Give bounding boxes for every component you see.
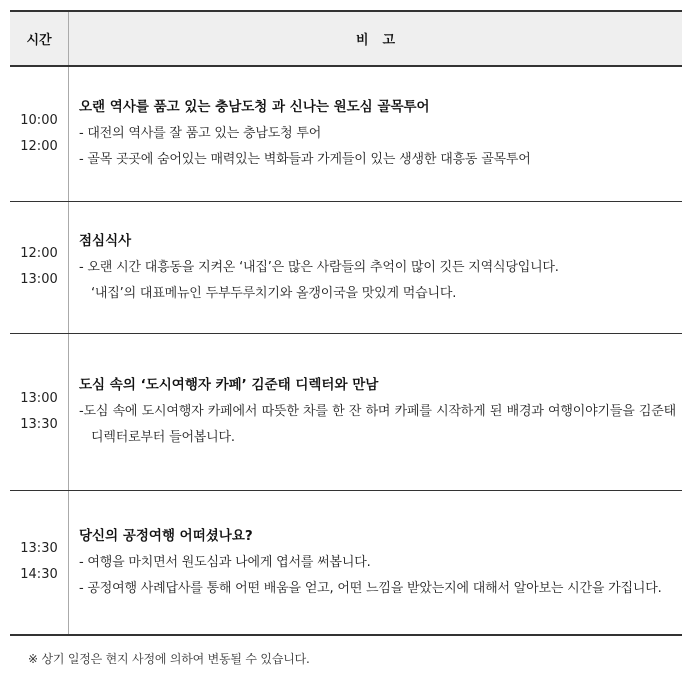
activity-detail: - 오랜 시간 대흥동을 지켜온 ‘내집’은 많은 사람들의 추억이 많이 깃든 지역식당입니다. xyxy=(79,259,559,275)
time-cell xyxy=(10,490,69,635)
activity-detail: ‘내집’의 대표메뉴인 두부두루치기와 올갱이국을 맛있게 먹습니다. xyxy=(91,285,457,301)
time-cell xyxy=(10,333,69,490)
time-cell xyxy=(10,201,69,333)
end-time: 13:30 xyxy=(20,416,58,432)
time-cell xyxy=(10,66,69,201)
time-column-header: 시간 xyxy=(10,11,69,66)
start-time: 13:30 xyxy=(20,541,58,557)
activity-title: 도심 속의 ‘도시여행자 카페’ 김준태 디렉터와 만남 xyxy=(79,377,379,393)
activity-detail: - 대전의 역사를 잘 품고 있는 충남도청 투어 xyxy=(79,126,322,142)
start-time: 12:00 xyxy=(20,246,58,261)
schedule-table xyxy=(10,10,682,636)
schedule-row xyxy=(10,201,682,333)
end-time: 12:00 xyxy=(20,138,58,154)
note-cell xyxy=(69,66,683,201)
note-cell xyxy=(69,333,683,490)
note-cell xyxy=(69,490,683,635)
note-cell xyxy=(69,201,683,333)
start-time: 10:00 xyxy=(20,112,58,128)
activity-detail: - 골목 곳곳에 숨어있는 매력있는 벽화들과 가게들이 있는 생생한 대흥동 골목투어 xyxy=(79,152,531,168)
start-time: 13:00 xyxy=(20,390,58,406)
note-column-header: 비고 xyxy=(69,11,683,66)
schedule-footnote: ※ 상기 일정은 현지 사정에 의하여 변동될 수 있습니다. xyxy=(28,652,310,666)
activity-detail: -도심 속에 도시여행자 카페에서 따뜻한 차를 한 잔 하며 카페를 시작하게 된 배경과 여행이야기들을 김준태 디렉터로부터 들어봅니다. xyxy=(79,404,676,445)
schedule-row xyxy=(10,333,682,490)
end-time: 13:00 xyxy=(20,272,58,287)
activity-title: 점심식사 xyxy=(79,232,132,249)
activity-title: 오랜 역사를 품고 있는 충남도청 과 신나는 원도심 골목투어 xyxy=(79,99,430,116)
activity-detail: - 여행을 마치면서 원도심과 나에게 엽서를 써봅니다. xyxy=(79,554,371,570)
activity-title: 당신의 공정여행 어떠셨나요? xyxy=(79,527,253,544)
schedule-row xyxy=(10,66,682,201)
end-time: 14:30 xyxy=(20,567,58,583)
table-header-row xyxy=(10,11,682,66)
activity-detail: - 공정여행 사례답사를 통해 어떤 배움을 얻고, 어떤 느낌을 받았는지에 대해서 알아보는 시간을 가집니다. xyxy=(79,580,662,596)
schedule-row xyxy=(10,490,682,635)
